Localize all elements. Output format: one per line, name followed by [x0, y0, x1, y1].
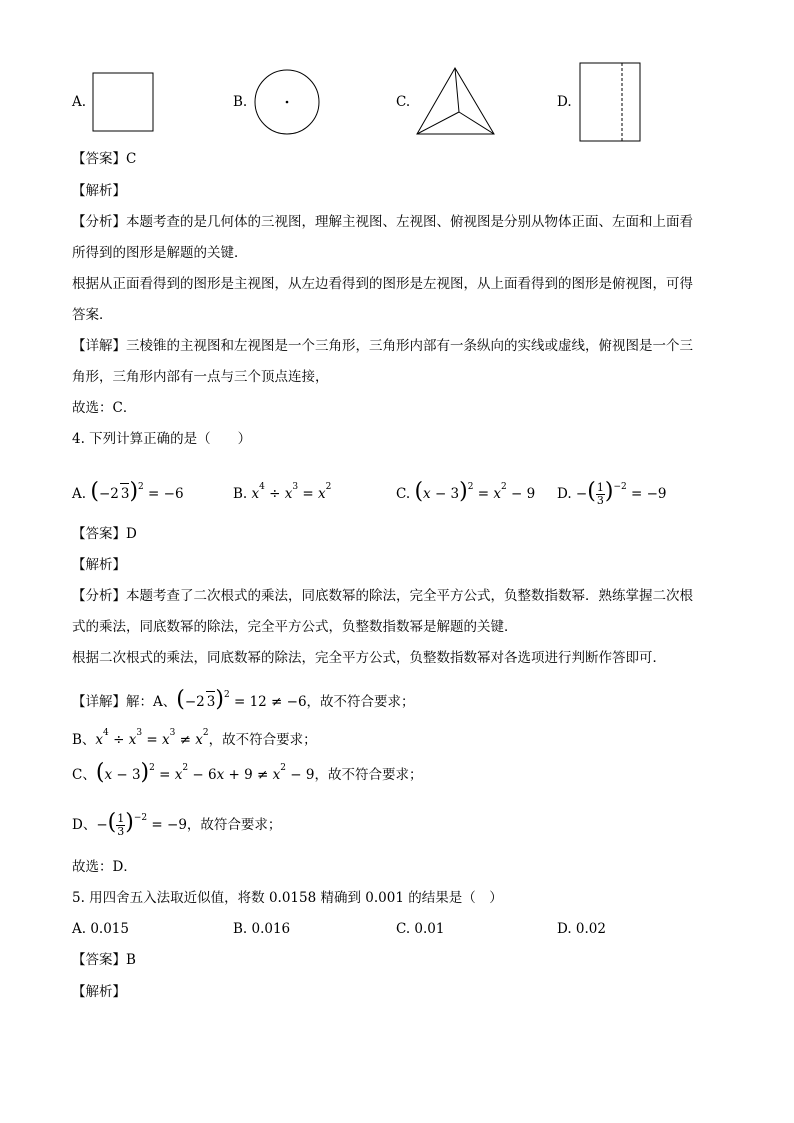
b-suffix: ，故不符合要求； — [208, 732, 317, 748]
q3-option-c-label: C. — [396, 94, 411, 110]
q5-option-b: B. 0.016 — [233, 921, 291, 937]
q5-option-a: A. 0.015 — [72, 921, 129, 937]
q3-option-b-label: B. — [233, 94, 248, 110]
q5-option-c: C. 0.01 — [396, 921, 445, 937]
xiangjie-tag: 【详解】 — [72, 338, 126, 354]
q3-fenxi-line-4: 答案． — [72, 307, 113, 323]
xiangjie-text: 三棱锥的主视图和左视图是一个三角形，三角形内部有一条纵向的实线或虚线，俯视图是一个三 — [126, 338, 693, 354]
q3-answer — [72, 149, 136, 169]
q4-analysis-heading: 【解析】 — [72, 557, 126, 573]
b-prefix: B、 — [72, 732, 96, 748]
q4-xiangjie-c: C、$(x - 3)^2 = x^2 - 6x + 9 \ne x^2 - 9$，故不符合要求； — [72, 760, 423, 785]
q4-option-b: B. $x^4 \div x^3 = x^2$ — [233, 482, 332, 502]
q3-xiangjie-line-2: 角形，三角形内部有一点与三个顶点连接， — [72, 369, 329, 385]
q3-choose: 故选：C． — [72, 400, 137, 416]
xiangjie-tag: 【详解】 — [72, 694, 126, 710]
q5-analysis-heading: 【解析】 — [72, 984, 126, 1000]
fenxi-text: 本题考查了二次根式的乘法，同底数幂的除法，完全平方公式，负整数指数幂．熟练掌握二次根 — [126, 588, 693, 604]
q3-fenxi-line-1 — [72, 212, 693, 232]
q4-option-c: C. $(x - 3)^2 = x^2 - 9$ — [396, 479, 536, 504]
circle-with-dot-figure — [252, 67, 322, 137]
c-suffix: ，故不符合要求； — [314, 767, 423, 783]
answer-value: C — [126, 151, 137, 167]
q4-fenxi-line-1 — [72, 586, 693, 606]
answer-tag: 【答案】 — [72, 526, 126, 542]
square-figure — [92, 72, 156, 136]
q4-xiangjie-a: 【详解】解：A、(−2 3)$^2$ = 12 ≠ −6，故不符合要求； — [72, 687, 415, 712]
triangle-with-center-point-figure — [415, 66, 497, 138]
answer-value: B — [126, 952, 136, 968]
a-suffix: ，故不符合要求； — [306, 694, 415, 710]
q5-answer — [72, 950, 136, 970]
q3-analysis-heading: 【解析】 — [72, 183, 126, 199]
q3-xiangjie-line-1 — [72, 336, 693, 356]
option-label: C. — [396, 486, 411, 502]
d-prefix: D、 — [72, 817, 97, 833]
q4-question: 4. 下列计算正确的是（ ） — [72, 431, 252, 447]
d-suffix: ，故符合要求； — [186, 817, 282, 833]
q4-answer — [72, 524, 137, 544]
q4-fenxi-line-2: 式的乘法，同底数幂的除法，完全平方公式，负整数指数幂是解题的关键． — [72, 619, 518, 635]
q3-option-a-label: A. — [72, 94, 87, 110]
q5-option-d: D. 0.02 — [557, 921, 606, 937]
q3-option-d-label: D. — [557, 94, 572, 110]
option-label: D. — [557, 486, 572, 502]
q3-fenxi-line-3: 根据从正面看得到的图形是主视图，从左边看得到的图形是左视图，从上面看得到的图形是俯视图，可得 — [72, 276, 693, 292]
answer-tag: 【答案】 — [72, 151, 126, 167]
q4-xiangjie-d: D、−( $\frac{1}{3}$ )$^{-2}$ = −9，故符合要求； — [72, 810, 282, 838]
q4-fenxi-line-3: 根据二次根式的乘法，同底数幂的除法，完全平方公式，负整数指数幂对各选项进行判断作答即可． — [72, 650, 666, 666]
answer-tag: 【答案】 — [72, 952, 126, 968]
option-label: B. — [233, 486, 248, 502]
q5-question: 5. 用四舍五入法取近似值，将数 0.0158 精确到 0.001 的结果是（ ） — [72, 890, 503, 906]
q4-option-d: D. −( $\frac{1}{3}$ )$^{-2}$ = −9 — [557, 479, 667, 507]
xiangjie-prefix: 解：A、 — [126, 694, 177, 710]
q4-option-a: A. (−2 3)$^2$ = −6 — [72, 479, 184, 504]
q4-xiangjie-b: B、$x^4 \div x^3 = x^3 \ne x^2$，故不符合要求； — [72, 728, 317, 748]
q4-choose: 故选：D． — [72, 859, 137, 875]
q3-fenxi-line-2: 所得到的图形是解题的关键． — [72, 245, 248, 261]
fenxi-tag: 【分析】 — [72, 214, 126, 230]
rectangle-with-dashed-line-figure — [578, 62, 644, 144]
c-prefix: C、 — [72, 767, 96, 783]
fenxi-text: 本题考查的是几何体的三视图，理解主视图、左视图、俯视图是分别从物体正面、左面和上面看 — [126, 214, 693, 230]
answer-value: D — [126, 526, 137, 542]
option-label: A. — [72, 486, 87, 502]
fenxi-tag: 【分析】 — [72, 588, 126, 604]
